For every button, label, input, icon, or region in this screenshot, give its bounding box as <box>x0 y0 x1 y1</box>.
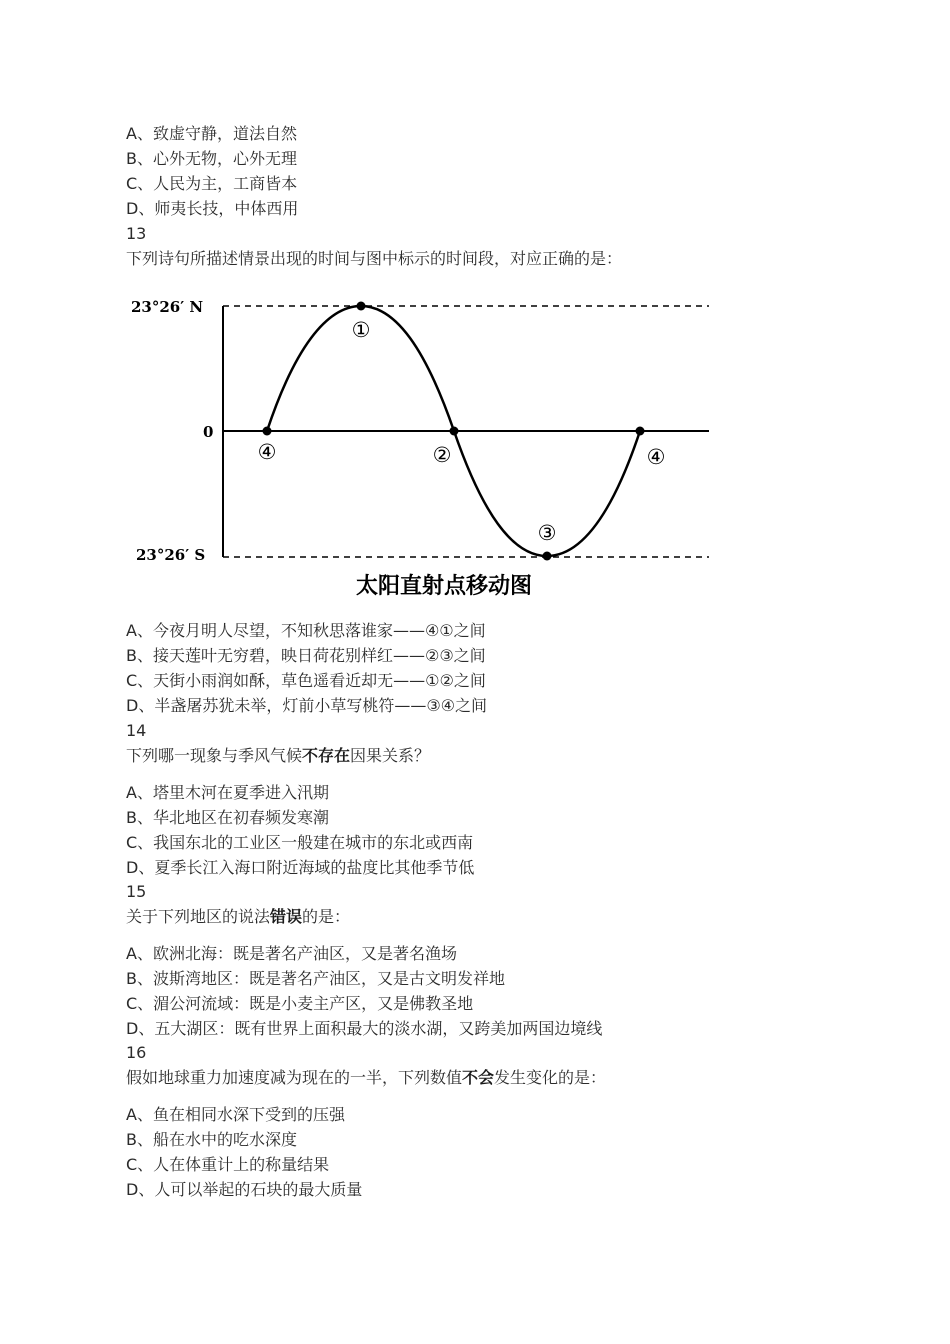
q13-option-d: D、半盏屠苏犹未举，灯前小草写桃符——③④之间 <box>126 696 488 715</box>
q16-number: 16 <box>126 1043 147 1062</box>
q15-option-d: D、五大湖区：既有世界上面积最大的淡水湖，又跨美加两国边境线 <box>126 1019 603 1038</box>
marker-4-left: ④ <box>257 440 277 464</box>
point-start <box>263 427 272 436</box>
diagram-title: 太阳直射点移动图 <box>355 574 533 599</box>
q14-option-a: A、塔里木河在夏季进入汛期 <box>126 783 329 802</box>
q13-number: 13 <box>126 224 147 243</box>
point-min <box>543 552 552 561</box>
q12-option-a: A、致虚守静，道法自然 <box>126 124 297 143</box>
q15-question: 关于下列地区的说法错误的是： <box>126 907 351 926</box>
q16-emphasis: 不会 <box>462 1068 495 1087</box>
q15-option-c: C、湄公河流域：既是小麦主产区，又是佛教圣地 <box>126 994 474 1013</box>
q16-option-b: B、船在水中的吃水深度 <box>126 1130 297 1149</box>
marker-3: ③ <box>537 521 557 545</box>
q15-number: 15 <box>126 882 147 901</box>
q14-emphasis: 不存在 <box>302 746 351 765</box>
q14-option-b: B、华北地区在初春频发寒潮 <box>126 808 329 827</box>
label-tropic-north: 23°26′ N <box>131 298 204 316</box>
q16-option-c: C、人在体重计上的称量结果 <box>126 1155 330 1174</box>
q16-question: 假如地球重力加速度减为现在的一半，下列数值不会发生变化的是： <box>126 1068 607 1087</box>
marker-2: ② <box>432 443 452 467</box>
q15-option-a: A、欧洲北海：既是著名产油区，又是著名渔场 <box>126 944 457 963</box>
q16-option-d: D、人可以举起的石块的最大质量 <box>126 1180 363 1199</box>
point-mid <box>450 427 459 436</box>
sun-direct-point-diagram <box>126 290 726 610</box>
marker-1: ① <box>351 318 371 342</box>
q15-emphasis: 错误 <box>270 907 303 926</box>
label-tropic-south: 23°26′ S <box>136 546 206 564</box>
q12-option-d: D、师夷长技，中体西用 <box>126 199 299 218</box>
q13-option-c: C、天街小雨润如酥，草色遥看近却无——①②之间 <box>126 671 486 690</box>
label-equator: 0 <box>203 423 214 441</box>
q13-option-a: A、今夜月明人尽望，不知秋思落谁家——④①之间 <box>126 621 486 640</box>
q15-option-b: B、波斯湾地区：既是著名产油区，又是古文明发祥地 <box>126 969 505 988</box>
q14-option-d: D、夏季长江入海口附近海域的盐度比其他季节低 <box>126 858 475 877</box>
q13-option-b: B、接天莲叶无穷碧，映日荷花别样红——②③之间 <box>126 646 486 665</box>
q14-option-c: C、我国东北的工业区一般建在城市的东北或西南 <box>126 833 474 852</box>
q12-option-b: B、心外无物，心外无理 <box>126 149 297 168</box>
q14-number: 14 <box>126 721 147 740</box>
q16-option-a: A、鱼在相同水深下受到的压强 <box>126 1105 345 1124</box>
q13-question: 下列诗句所描述情景出现的时间与图中标示的时间段，对应正确的是： <box>126 249 623 268</box>
q14-question: 下列哪一现象与季风气候不存在因果关系？ <box>126 746 431 765</box>
marker-4-right: ④ <box>646 445 666 469</box>
q12-option-c: C、人民为主，工商皆本 <box>126 174 298 193</box>
point-end <box>636 427 645 436</box>
point-max <box>357 302 366 311</box>
